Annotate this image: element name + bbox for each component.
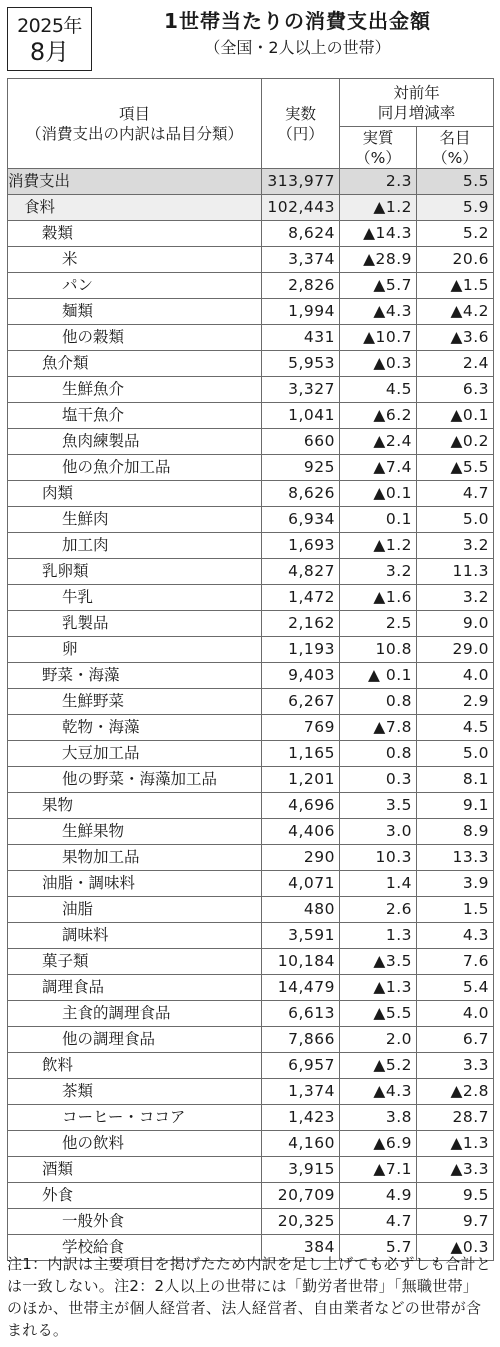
row-amount: 4,160 <box>262 1131 340 1157</box>
row-item-name: 他の調理食品 <box>8 1027 262 1053</box>
header-item-label: 項目 <box>118 104 150 123</box>
row-amount: 6,957 <box>262 1053 340 1079</box>
spending-table <box>7 78 494 1261</box>
header-amount <box>262 79 340 169</box>
row-amount: 6,934 <box>262 507 340 533</box>
row-amount: 4,696 <box>262 793 340 819</box>
row-item-name: 酒類 <box>8 1157 262 1183</box>
table-row <box>8 1183 494 1209</box>
row-item-name: 乾物・海藻 <box>8 715 262 741</box>
row-real-change: 2.3 <box>340 169 417 195</box>
table-row <box>8 871 494 897</box>
row-nominal-change: ▲0.2 <box>417 429 494 455</box>
row-item-name: 麺類 <box>8 299 262 325</box>
table-row <box>8 949 494 975</box>
row-real-change: 2.0 <box>340 1027 417 1053</box>
row-amount: 925 <box>262 455 340 481</box>
row-nominal-change: ▲1.5 <box>417 273 494 299</box>
row-nominal-change: 6.7 <box>417 1027 494 1053</box>
row-real-change: 1.3 <box>340 923 417 949</box>
row-nominal-change: 6.3 <box>417 377 494 403</box>
row-amount: 1,165 <box>262 741 340 767</box>
table-row <box>8 403 494 429</box>
row-amount: 660 <box>262 429 340 455</box>
row-item-name: 調味料 <box>8 923 262 949</box>
row-real-change: ▲28.9 <box>340 247 417 273</box>
row-item-name: 野菜・海藻 <box>8 663 262 689</box>
row-real-change: 0.3 <box>340 767 417 793</box>
table-row <box>8 247 494 273</box>
header-real-unit: （%） <box>355 148 401 167</box>
period-month: 8月 <box>29 38 70 66</box>
table-row <box>8 1157 494 1183</box>
table-row <box>8 455 494 481</box>
row-amount: 384 <box>262 1235 340 1261</box>
row-amount: 2,162 <box>262 611 340 637</box>
row-item-name: 米 <box>8 247 262 273</box>
row-amount: 4,827 <box>262 559 340 585</box>
row-amount: 6,267 <box>262 689 340 715</box>
row-amount: 4,071 <box>262 871 340 897</box>
row-amount: 1,472 <box>262 585 340 611</box>
row-nominal-change: 29.0 <box>417 637 494 663</box>
row-amount: 431 <box>262 325 340 351</box>
table-row <box>8 1001 494 1027</box>
row-nominal-change: 2.4 <box>417 351 494 377</box>
table-row <box>8 1131 494 1157</box>
row-item-name: 調理食品 <box>8 975 262 1001</box>
row-real-change: ▲6.2 <box>340 403 417 429</box>
row-nominal-change: 9.1 <box>417 793 494 819</box>
row-nominal-change: 11.3 <box>417 559 494 585</box>
table-row <box>8 377 494 403</box>
row-amount: 9,403 <box>262 663 340 689</box>
table-row <box>8 533 494 559</box>
header-yoy-label: 対前年 <box>393 83 440 102</box>
row-amount: 3,374 <box>262 247 340 273</box>
row-amount: 10,184 <box>262 949 340 975</box>
row-real-change: 3.2 <box>340 559 417 585</box>
row-item-name: 飲料 <box>8 1053 262 1079</box>
row-amount: 4,406 <box>262 819 340 845</box>
row-nominal-change: 13.3 <box>417 845 494 871</box>
table-row <box>8 273 494 299</box>
header-amount-unit: （円） <box>277 124 324 143</box>
table-row <box>8 1079 494 1105</box>
row-nominal-change: 8.1 <box>417 767 494 793</box>
table-row <box>8 1105 494 1131</box>
table-header <box>8 79 494 169</box>
row-amount: 8,626 <box>262 481 340 507</box>
row-nominal-change: 3.2 <box>417 533 494 559</box>
row-item-name: 生鮮魚介 <box>8 377 262 403</box>
row-real-change: ▲3.5 <box>340 949 417 975</box>
row-amount: 20,709 <box>262 1183 340 1209</box>
row-nominal-change: 9.7 <box>417 1209 494 1235</box>
row-item-name: 卵 <box>8 637 262 663</box>
row-item-name: 乳製品 <box>8 611 262 637</box>
row-nominal-change: 20.6 <box>417 247 494 273</box>
row-item-name: 生鮮果物 <box>8 819 262 845</box>
row-item-name: 他の飲料 <box>8 1131 262 1157</box>
row-item-name: 果物加工品 <box>8 845 262 871</box>
row-nominal-change: ▲0.1 <box>417 403 494 429</box>
row-real-change: 0.8 <box>340 689 417 715</box>
row-real-change: ▲5.7 <box>340 273 417 299</box>
row-amount: 1,374 <box>262 1079 340 1105</box>
row-amount: 7,866 <box>262 1027 340 1053</box>
row-item-name: 油脂 <box>8 897 262 923</box>
table-row <box>8 1027 494 1053</box>
row-amount: 5,953 <box>262 351 340 377</box>
row-nominal-change: 5.2 <box>417 221 494 247</box>
row-item-name: 塩干魚介 <box>8 403 262 429</box>
row-real-change: ▲4.3 <box>340 1079 417 1105</box>
row-amount: 6,613 <box>262 1001 340 1027</box>
row-amount: 20,325 <box>262 1209 340 1235</box>
row-real-change: ▲0.3 <box>340 351 417 377</box>
table-row <box>8 481 494 507</box>
row-nominal-change: ▲4.2 <box>417 299 494 325</box>
row-real-change: 3.8 <box>340 1105 417 1131</box>
row-amount: 769 <box>262 715 340 741</box>
row-item-name: コーヒー・ココア <box>8 1105 262 1131</box>
row-real-change: 10.8 <box>340 637 417 663</box>
table-row <box>8 689 494 715</box>
row-nominal-change: 7.6 <box>417 949 494 975</box>
row-nominal-change: ▲5.5 <box>417 455 494 481</box>
row-amount: 14,479 <box>262 975 340 1001</box>
row-real-change: 2.5 <box>340 611 417 637</box>
row-nominal-change: 4.5 <box>417 715 494 741</box>
row-item-name: 他の野菜・海藻加工品 <box>8 767 262 793</box>
table-row <box>8 845 494 871</box>
row-item-name: 他の魚介加工品 <box>8 455 262 481</box>
row-amount: 3,915 <box>262 1157 340 1183</box>
row-real-change: 3.0 <box>340 819 417 845</box>
row-nominal-change: 5.9 <box>417 195 494 221</box>
row-nominal-change: ▲0.3 <box>417 1235 494 1261</box>
row-item-name: パン <box>8 273 262 299</box>
row-real-change: ▲10.7 <box>340 325 417 351</box>
page-subtitle: （全国・2人以上の世帯） <box>204 38 391 57</box>
row-item-name: 生鮮野菜 <box>8 689 262 715</box>
table-row <box>8 819 494 845</box>
row-real-change: 2.6 <box>340 897 417 923</box>
row-amount: 1,041 <box>262 403 340 429</box>
header-nominal-label: 名目 <box>439 128 471 147</box>
row-real-change: 10.3 <box>340 845 417 871</box>
row-real-change: 1.4 <box>340 871 417 897</box>
row-amount: 3,591 <box>262 923 340 949</box>
header-item <box>8 79 262 169</box>
row-real-change: ▲5.5 <box>340 1001 417 1027</box>
row-real-change: ▲1.3 <box>340 975 417 1001</box>
row-real-change: ▲1.2 <box>340 195 417 221</box>
row-item-name: 茶類 <box>8 1079 262 1105</box>
table-row <box>8 221 494 247</box>
row-item-name: 果物 <box>8 793 262 819</box>
row-amount: 3,327 <box>262 377 340 403</box>
row-real-change: 3.5 <box>340 793 417 819</box>
row-nominal-change: 5.0 <box>417 741 494 767</box>
table-row <box>8 1209 494 1235</box>
row-real-change: ▲7.4 <box>340 455 417 481</box>
header-nominal <box>417 127 494 169</box>
row-item-name: 主食的調理食品 <box>8 1001 262 1027</box>
row-nominal-change: 5.5 <box>417 169 494 195</box>
row-nominal-change: 3.9 <box>417 871 494 897</box>
row-item-name: 大豆加工品 <box>8 741 262 767</box>
row-real-change: ▲5.2 <box>340 1053 417 1079</box>
row-nominal-change: ▲1.3 <box>417 1131 494 1157</box>
row-real-change: 4.7 <box>340 1209 417 1235</box>
table-row <box>8 429 494 455</box>
row-item-name: 他の穀類 <box>8 325 262 351</box>
row-item-name: 消費支出 <box>8 169 262 195</box>
row-item-name: 肉類 <box>8 481 262 507</box>
row-real-change: ▲6.9 <box>340 1131 417 1157</box>
table-row <box>8 507 494 533</box>
row-item-name: 学校給食 <box>8 1235 262 1261</box>
table-row <box>8 1053 494 1079</box>
row-nominal-change: 9.0 <box>417 611 494 637</box>
row-nominal-change: ▲2.8 <box>417 1079 494 1105</box>
header-nominal-unit: （%） <box>432 148 478 167</box>
header-yoy-sub: 同月増減率 <box>377 103 456 122</box>
row-item-name: 一般外食 <box>8 1209 262 1235</box>
row-real-change: 5.7 <box>340 1235 417 1261</box>
row-real-change: ▲1.6 <box>340 585 417 611</box>
row-item-name: 外食 <box>8 1183 262 1209</box>
row-amount: 102,443 <box>262 195 340 221</box>
row-real-change: ▲4.3 <box>340 299 417 325</box>
row-nominal-change: 4.3 <box>417 923 494 949</box>
table-row <box>8 325 494 351</box>
row-real-change: ▲14.3 <box>340 221 417 247</box>
header-real-label: 実質 <box>362 128 394 147</box>
row-item-name: 加工肉 <box>8 533 262 559</box>
table-row <box>8 351 494 377</box>
row-item-name: 乳卵類 <box>8 559 262 585</box>
page-title: 1世帯当たりの消費支出金額 <box>164 9 431 33</box>
table-row <box>8 975 494 1001</box>
row-amount: 1,423 <box>262 1105 340 1131</box>
table-row <box>8 637 494 663</box>
row-nominal-change: 4.0 <box>417 663 494 689</box>
period-year: 2025年 <box>17 15 82 37</box>
row-item-name: 穀類 <box>8 221 262 247</box>
row-amount: 8,624 <box>262 221 340 247</box>
row-nominal-change: 5.4 <box>417 975 494 1001</box>
row-real-change: ▲ 0.1 <box>340 663 417 689</box>
row-nominal-change: 3.3 <box>417 1053 494 1079</box>
period-box <box>7 7 92 71</box>
header-yoy <box>340 79 494 127</box>
table-row <box>8 559 494 585</box>
footnote-text: 注1：内訳は主要項目を掲げたため内訳を足し上げても必ずしも合計とは一致しない。注2：2人以上の世帯には「勤労者世帯」「無職世帯」のほか、世帯主が個人経営者、法人経営者、自由業者などの世帯が含まれる。 <box>7 1255 492 1339</box>
row-nominal-change: 4.7 <box>417 481 494 507</box>
row-nominal-change: 3.2 <box>417 585 494 611</box>
row-nominal-change: 5.0 <box>417 507 494 533</box>
row-real-change: 0.8 <box>340 741 417 767</box>
row-amount: 480 <box>262 897 340 923</box>
row-nominal-change: 28.7 <box>417 1105 494 1131</box>
table-row <box>8 299 494 325</box>
table-row <box>8 169 494 195</box>
row-item-name: 牛乳 <box>8 585 262 611</box>
header-amount-label: 実数 <box>284 104 316 123</box>
row-amount: 290 <box>262 845 340 871</box>
row-item-name: 生鮮肉 <box>8 507 262 533</box>
row-amount: 1,193 <box>262 637 340 663</box>
row-item-name: 菓子類 <box>8 949 262 975</box>
row-nominal-change: 4.0 <box>417 1001 494 1027</box>
row-item-name: 魚肉練製品 <box>8 429 262 455</box>
table-row <box>8 923 494 949</box>
row-amount: 2,826 <box>262 273 340 299</box>
table-row <box>8 897 494 923</box>
row-nominal-change: ▲3.3 <box>417 1157 494 1183</box>
row-amount: 313,977 <box>262 169 340 195</box>
row-real-change: 4.5 <box>340 377 417 403</box>
table-row <box>8 741 494 767</box>
table-row <box>8 767 494 793</box>
table-row <box>8 715 494 741</box>
table-row <box>8 195 494 221</box>
row-nominal-change: 9.5 <box>417 1183 494 1209</box>
header-item-note: （消費支出の内訳は品目分類） <box>25 124 243 143</box>
table-row <box>8 611 494 637</box>
row-real-change: 4.9 <box>340 1183 417 1209</box>
row-real-change: ▲1.2 <box>340 533 417 559</box>
row-real-change: ▲0.1 <box>340 481 417 507</box>
row-nominal-change: ▲3.6 <box>417 325 494 351</box>
row-nominal-change: 2.9 <box>417 689 494 715</box>
row-item-name: 油脂・調味料 <box>8 871 262 897</box>
row-nominal-change: 8.9 <box>417 819 494 845</box>
footnotes <box>7 1253 493 1341</box>
row-nominal-change: 1.5 <box>417 897 494 923</box>
row-real-change: ▲7.8 <box>340 715 417 741</box>
row-item-name: 魚介類 <box>8 351 262 377</box>
row-real-change: ▲7.1 <box>340 1157 417 1183</box>
table-row <box>8 793 494 819</box>
header-real <box>340 127 417 169</box>
table-body <box>8 169 494 1261</box>
row-amount: 1,994 <box>262 299 340 325</box>
row-amount: 1,693 <box>262 533 340 559</box>
row-item-name: 食料 <box>8 195 262 221</box>
table-row <box>8 663 494 689</box>
row-real-change: 0.1 <box>340 507 417 533</box>
row-amount: 1,201 <box>262 767 340 793</box>
table-row <box>8 585 494 611</box>
row-real-change: ▲2.4 <box>340 429 417 455</box>
